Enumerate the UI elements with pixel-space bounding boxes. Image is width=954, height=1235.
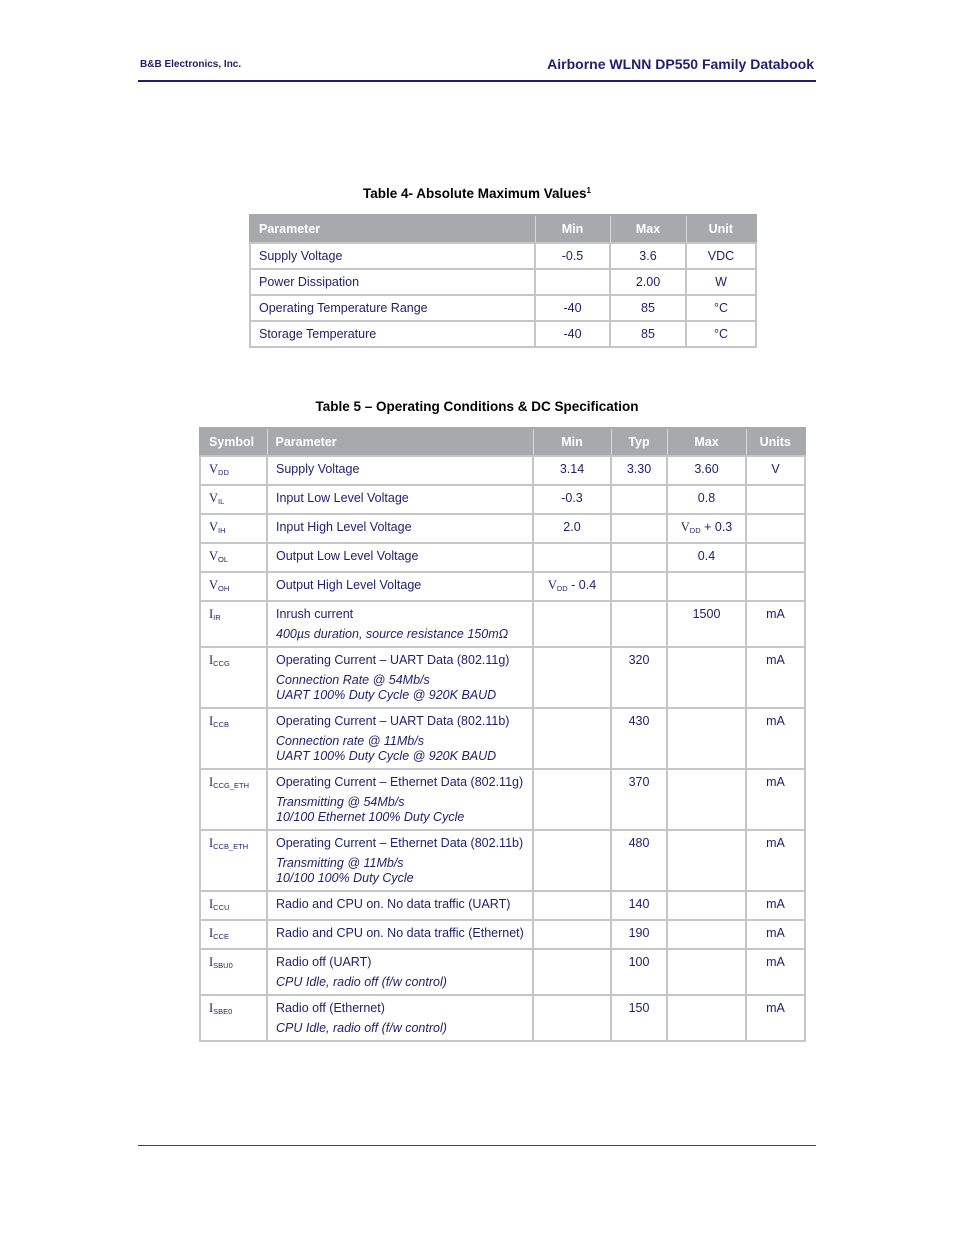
symbol-subscript: CCU bbox=[213, 903, 230, 912]
units-cell: mA bbox=[746, 920, 805, 949]
min-cell bbox=[533, 647, 611, 708]
max-cell bbox=[667, 920, 746, 949]
table-row bbox=[200, 456, 805, 485]
min-cell bbox=[533, 830, 611, 891]
param-text: Output Low Level Voltage bbox=[276, 549, 419, 563]
symbol-subscript: SBE0 bbox=[213, 1007, 233, 1016]
unit-cell: W bbox=[686, 269, 756, 295]
max-cell bbox=[667, 891, 746, 920]
symbol-letter: V bbox=[209, 462, 219, 476]
table-row bbox=[250, 269, 756, 295]
param-cell bbox=[267, 601, 533, 647]
min-cell bbox=[533, 920, 611, 949]
units-cell: V bbox=[746, 456, 805, 485]
col-header-unit: Unit bbox=[686, 215, 756, 243]
footer-divider bbox=[138, 1145, 816, 1146]
param-note: 400µs duration, source resistance 150mΩ bbox=[276, 627, 509, 641]
symbol-cell bbox=[200, 708, 267, 769]
symbol-letter: V bbox=[209, 520, 219, 534]
typ-cell: 430 bbox=[611, 708, 667, 769]
param-note-line2: UART 100% Duty Cycle @ 920K BAUD bbox=[276, 749, 497, 763]
symbol-cell bbox=[200, 514, 267, 543]
max-cell bbox=[667, 995, 746, 1041]
table-row bbox=[200, 920, 805, 949]
units-cell bbox=[746, 543, 805, 572]
col-header-max: Max bbox=[610, 215, 686, 243]
max-cell: 0.4 bbox=[667, 543, 746, 572]
param-note bbox=[276, 673, 524, 703]
typ-cell: 100 bbox=[611, 949, 667, 995]
min-cell bbox=[535, 269, 610, 295]
param-cell: Storage Temperature bbox=[250, 321, 535, 347]
symbol-cell bbox=[200, 543, 267, 572]
table-row bbox=[200, 708, 805, 769]
table-header-row bbox=[200, 428, 805, 456]
max-cell bbox=[667, 572, 746, 601]
param-note-line1: Connection Rate @ 54Mb/s bbox=[276, 673, 430, 687]
symbol-subscript: OL bbox=[218, 555, 229, 564]
typ-cell: 140 bbox=[611, 891, 667, 920]
param-cell: Supply Voltage bbox=[250, 243, 535, 269]
param-text: Radio off (UART) bbox=[276, 955, 372, 969]
symbol-subscript: CCG bbox=[213, 659, 230, 668]
symbol-letter: I bbox=[209, 955, 214, 969]
param-cell bbox=[267, 456, 533, 485]
table4-caption bbox=[0, 186, 954, 201]
param-text: Radio and CPU on. No data traffic (Ethernet) bbox=[276, 926, 524, 940]
table-row bbox=[200, 601, 805, 647]
min-offset: - 0.4 bbox=[567, 578, 597, 592]
col-header-parameter: Parameter bbox=[250, 215, 535, 243]
param-note bbox=[276, 856, 524, 886]
symbol-subscript: IH bbox=[218, 526, 226, 535]
max-cell bbox=[667, 647, 746, 708]
symbol-letter: I bbox=[209, 1001, 214, 1015]
table-row bbox=[200, 995, 805, 1041]
symbol-cell bbox=[200, 769, 267, 830]
typ-cell: 190 bbox=[611, 920, 667, 949]
symbol-cell bbox=[200, 572, 267, 601]
param-note-line1: Transmitting @ 11Mb/s bbox=[276, 856, 404, 870]
symbol-cell bbox=[200, 456, 267, 485]
max-symbol-letter: V bbox=[680, 520, 690, 534]
document-title: Airborne WLNN DP550 Family Databook bbox=[547, 56, 814, 72]
table-row bbox=[200, 485, 805, 514]
max-cell: 3.6 bbox=[610, 243, 686, 269]
param-note-line2: 10/100 Ethernet 100% Duty Cycle bbox=[276, 810, 465, 824]
max-cell bbox=[667, 830, 746, 891]
max-cell bbox=[667, 514, 746, 543]
min-cell: -40 bbox=[535, 295, 610, 321]
units-cell: mA bbox=[746, 708, 805, 769]
units-cell: mA bbox=[746, 995, 805, 1041]
max-offset: + 0.3 bbox=[700, 520, 733, 534]
min-cell: 2.0 bbox=[533, 514, 611, 543]
col-header-typ: Typ bbox=[611, 428, 667, 456]
units-cell bbox=[746, 572, 805, 601]
units-cell: mA bbox=[746, 769, 805, 830]
param-text: Operating Current – Ethernet Data (802.11g) bbox=[276, 775, 524, 789]
symbol-subscript: OH bbox=[218, 584, 230, 593]
table-row bbox=[200, 949, 805, 995]
symbol-cell bbox=[200, 920, 267, 949]
param-note-line2: UART 100% Duty Cycle @ 920K BAUD bbox=[276, 688, 497, 702]
table-row bbox=[250, 321, 756, 347]
max-cell: 0.8 bbox=[667, 485, 746, 514]
max-symbol-subscript: DD bbox=[689, 526, 701, 535]
symbol-subscript: CCE bbox=[213, 932, 230, 941]
table-row bbox=[200, 514, 805, 543]
table-row bbox=[200, 647, 805, 708]
table4-caption-text: Table 4- Absolute Maximum Values bbox=[362, 186, 587, 201]
unit-cell: °C bbox=[686, 321, 756, 347]
param-note-line2: 10/100 100% Duty Cycle bbox=[276, 871, 414, 885]
symbol-subscript: IL bbox=[218, 497, 225, 506]
param-note: CPU Idle, radio off (f/w control) bbox=[276, 1021, 447, 1035]
absolute-max-table bbox=[249, 214, 757, 348]
symbol-letter: I bbox=[209, 836, 214, 850]
param-text: Operating Current – Ethernet Data (802.11b) bbox=[276, 836, 524, 850]
param-note: CPU Idle, radio off (f/w control) bbox=[276, 975, 447, 989]
symbol-letter: I bbox=[209, 897, 214, 911]
symbol-cell bbox=[200, 830, 267, 891]
symbol-subscript: CCB bbox=[213, 720, 230, 729]
table-row bbox=[200, 830, 805, 891]
symbol-cell bbox=[200, 485, 267, 514]
min-cell bbox=[533, 769, 611, 830]
min-cell bbox=[533, 601, 611, 647]
min-cell: 3.14 bbox=[533, 456, 611, 485]
symbol-letter: I bbox=[209, 714, 214, 728]
param-cell bbox=[267, 769, 533, 830]
min-cell bbox=[533, 543, 611, 572]
symbol-letter: I bbox=[209, 653, 214, 667]
min-cell bbox=[533, 708, 611, 769]
table4-footnote-marker: 1 bbox=[586, 186, 591, 195]
symbol-letter: I bbox=[209, 775, 214, 789]
max-cell: 85 bbox=[610, 295, 686, 321]
typ-cell: 480 bbox=[611, 830, 667, 891]
symbol-cell bbox=[200, 601, 267, 647]
symbol-subscript: CCB_ETH bbox=[213, 842, 249, 851]
symbol-cell bbox=[200, 995, 267, 1041]
param-cell bbox=[267, 708, 533, 769]
min-cell bbox=[533, 891, 611, 920]
param-text: Radio and CPU on. No data traffic (UART) bbox=[276, 897, 511, 911]
max-cell bbox=[667, 769, 746, 830]
symbol-letter: I bbox=[209, 607, 214, 621]
units-cell bbox=[746, 485, 805, 514]
param-text: Radio off (Ethernet) bbox=[276, 1001, 385, 1015]
unit-cell: °C bbox=[686, 295, 756, 321]
typ-cell bbox=[611, 572, 667, 601]
page-header bbox=[138, 54, 816, 82]
table-row bbox=[250, 243, 756, 269]
param-cell bbox=[267, 830, 533, 891]
param-cell bbox=[267, 949, 533, 995]
symbol-subscript: IR bbox=[213, 613, 221, 622]
col-header-parameter: Parameter bbox=[267, 428, 533, 456]
param-text: Input Low Level Voltage bbox=[276, 491, 409, 505]
param-cell bbox=[267, 647, 533, 708]
symbol-cell bbox=[200, 647, 267, 708]
table-row bbox=[250, 295, 756, 321]
table-row bbox=[200, 543, 805, 572]
max-cell: 85 bbox=[610, 321, 686, 347]
min-symbol-subscript: DD bbox=[556, 584, 568, 593]
min-cell bbox=[533, 995, 611, 1041]
param-cell bbox=[267, 572, 533, 601]
typ-cell: 370 bbox=[611, 769, 667, 830]
min-cell bbox=[533, 572, 611, 601]
param-cell bbox=[267, 920, 533, 949]
typ-cell bbox=[611, 514, 667, 543]
typ-cell bbox=[611, 601, 667, 647]
max-cell: 1500 bbox=[667, 601, 746, 647]
max-cell: 3.60 bbox=[667, 456, 746, 485]
param-text: Operating Current – UART Data (802.11b) bbox=[276, 714, 510, 728]
param-cell bbox=[267, 514, 533, 543]
param-text: Output High Level Voltage bbox=[276, 578, 422, 592]
units-cell: mA bbox=[746, 949, 805, 995]
param-cell bbox=[267, 485, 533, 514]
min-cell bbox=[533, 949, 611, 995]
symbol-cell bbox=[200, 949, 267, 995]
symbol-subscript: SBU0 bbox=[213, 961, 233, 970]
table-header-row bbox=[250, 215, 756, 243]
min-symbol-letter: V bbox=[547, 578, 557, 592]
units-cell: mA bbox=[746, 647, 805, 708]
symbol-subscript: DD bbox=[218, 468, 229, 477]
symbol-letter: I bbox=[209, 926, 214, 940]
col-header-max: Max bbox=[667, 428, 746, 456]
param-note bbox=[276, 795, 524, 825]
table5-caption: Table 5 – Operating Conditions & DC Specification bbox=[315, 399, 639, 414]
param-text: Operating Current – UART Data (802.11g) bbox=[276, 653, 510, 667]
table-row bbox=[200, 769, 805, 830]
typ-cell bbox=[611, 543, 667, 572]
symbol-subscript: CCG_ETH bbox=[213, 781, 250, 790]
typ-cell bbox=[611, 485, 667, 514]
min-cell: -0.3 bbox=[533, 485, 611, 514]
max-cell: 2.00 bbox=[610, 269, 686, 295]
typ-cell: 150 bbox=[611, 995, 667, 1041]
param-text: Supply Voltage bbox=[276, 462, 360, 476]
unit-cell: VDC bbox=[686, 243, 756, 269]
table-row bbox=[200, 572, 805, 601]
param-note-line1: Transmitting @ 54Mb/s bbox=[276, 795, 405, 809]
units-cell: mA bbox=[746, 601, 805, 647]
typ-cell: 320 bbox=[611, 647, 667, 708]
units-cell: mA bbox=[746, 830, 805, 891]
typ-cell: 3.30 bbox=[611, 456, 667, 485]
min-cell: -40 bbox=[535, 321, 610, 347]
symbol-cell bbox=[200, 891, 267, 920]
param-text: Input High Level Voltage bbox=[276, 520, 412, 534]
param-text: Inrush current bbox=[276, 607, 354, 621]
param-cell bbox=[267, 543, 533, 572]
max-cell bbox=[667, 708, 746, 769]
param-cell: Operating Temperature Range bbox=[250, 295, 535, 321]
col-header-min: Min bbox=[533, 428, 611, 456]
units-cell bbox=[746, 514, 805, 543]
max-cell bbox=[667, 949, 746, 995]
param-note bbox=[276, 734, 524, 764]
col-header-min: Min bbox=[535, 215, 610, 243]
col-header-units: Units bbox=[746, 428, 805, 456]
dc-spec-table bbox=[199, 427, 806, 1042]
min-cell: -0.5 bbox=[535, 243, 610, 269]
param-note-line1: Connection rate @ 11Mb/s bbox=[276, 734, 424, 748]
company-name: B&B Electronics, Inc. bbox=[140, 59, 242, 70]
col-header-symbol: Symbol bbox=[200, 428, 267, 456]
param-cell: Power Dissipation bbox=[250, 269, 535, 295]
units-cell: mA bbox=[746, 891, 805, 920]
table-row bbox=[200, 891, 805, 920]
param-cell bbox=[267, 995, 533, 1041]
symbol-letter: V bbox=[209, 578, 219, 592]
param-cell bbox=[267, 891, 533, 920]
symbol-letter: V bbox=[209, 549, 219, 563]
symbol-letter: V bbox=[209, 491, 219, 505]
